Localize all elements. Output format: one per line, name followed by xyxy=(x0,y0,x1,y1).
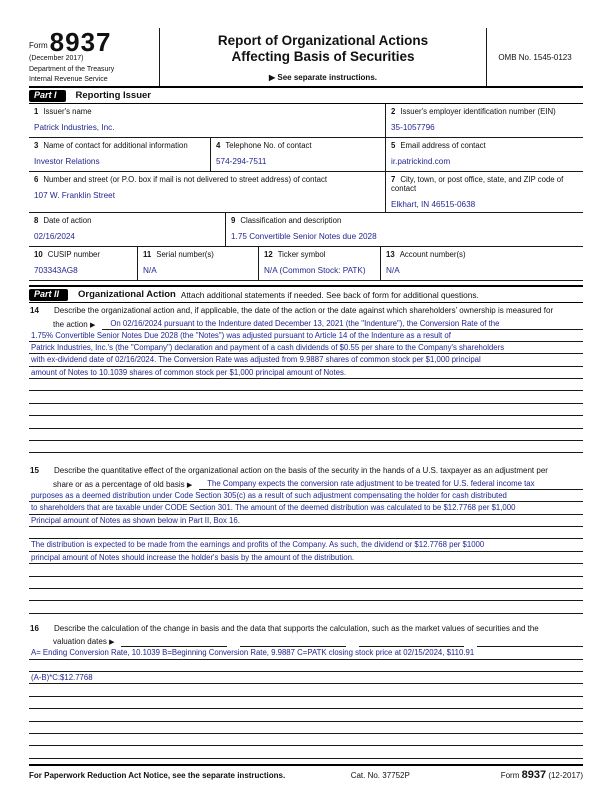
field-12-num: 12 xyxy=(264,250,273,259)
field-serial-numbers xyxy=(137,247,258,280)
blank-rule-line xyxy=(29,684,583,696)
part1-bar xyxy=(29,86,583,104)
field-issuer-ein xyxy=(385,104,583,137)
q14-label-line1: Describe the organizational action and, if applicable, the date of the action or the date against which shareholders’ ownership is measured for xyxy=(54,306,554,315)
blank-rule-line xyxy=(29,746,583,758)
field-2-num: 2 xyxy=(391,107,396,116)
field-contact-street xyxy=(29,172,385,212)
form-header xyxy=(29,28,583,86)
blank-rule-line xyxy=(29,429,583,441)
field-1-num: 1 xyxy=(34,107,39,116)
field-8-label: Date of action xyxy=(43,216,92,225)
field-9-num: 9 xyxy=(231,216,236,225)
field-contact-city xyxy=(385,172,583,212)
q14-answer-line-4: with ex-dividend date of 02/16/2024. The Conversion Rate was adjusted from 9.9887 shares of common stock per $1,000 principal xyxy=(29,354,583,366)
form-number-block xyxy=(29,28,160,86)
q16-arrow-icon: ▶ xyxy=(109,639,115,647)
field-2-label: Issuer's employer identification number (EIN) xyxy=(400,107,556,116)
form-title-line-2: Affecting Basis of Securities xyxy=(231,49,415,64)
field-12-label: Ticker symbol xyxy=(277,250,326,259)
field-3-label: Name of contact for additional information xyxy=(43,141,188,150)
field-cusip xyxy=(29,247,137,280)
field-13-label: Account number(s) xyxy=(399,250,466,259)
part1-row-4 xyxy=(29,213,583,247)
blank-rule-line xyxy=(29,404,583,416)
q14-answer-line-2: 1.75% Convertible Senior Notes Due 2028 (the "Notes") was adjusted pursuant to Article 14 of the Indenture as a result of xyxy=(29,330,583,342)
field-9-label: Classification and description xyxy=(240,216,342,225)
blank-rule-line xyxy=(29,589,583,601)
underline-segment xyxy=(121,634,227,647)
q14-answer-line-1: On 02/16/2024 pursuant to the Indenture dated December 13, 2021 (the "Indenture"), the Conversion Rate of the xyxy=(102,319,583,330)
q15-answer-line-1: The Company expects the conversion rate adjustment to be treated for U.S. federal income tax xyxy=(199,479,583,490)
field-11-value: N/A xyxy=(143,266,157,275)
q15-label-line1: Describe the quantitative effect of the organizational action on the basis of the security in the hands of a U.S. taxpayer as an adjustment per xyxy=(54,466,548,476)
field-6-label: Number and street (or P.O. box if mail is not delivered to street address) of contact xyxy=(43,175,328,184)
blank-rule-line xyxy=(29,601,583,613)
field-4-num: 4 xyxy=(216,141,221,150)
field-contact-name xyxy=(29,138,210,171)
field-4-label: Telephone No. of contact xyxy=(225,141,312,150)
part2-badge: Part II xyxy=(29,289,68,301)
field-1-label: Issuer's name xyxy=(43,107,92,116)
agency-line-2: Internal Revenue Service xyxy=(29,76,108,83)
footer-form-number: 8937 xyxy=(521,768,547,781)
field-10-value: 703343AG8 xyxy=(34,266,78,275)
blank-rule-line xyxy=(29,564,583,576)
part1-title: Reporting Issuer xyxy=(75,90,152,101)
form-title-line-1: Report of Organizational Actions xyxy=(217,33,429,48)
field-classification xyxy=(225,213,583,246)
q16-label-line2: valuation dates xyxy=(53,637,107,647)
blank-rule-line xyxy=(29,734,583,746)
field-10-label: CUSIP number xyxy=(47,250,100,259)
form-footer xyxy=(29,764,583,781)
q15-answer-line-3: to shareholders that are taxable under CODE Section 301. The amount of the deemed distribution was calculated to be $12.7768 per $1,000 xyxy=(29,502,583,514)
omb-number-box: OMB No. 1545-0123 xyxy=(486,28,583,86)
part1-row-2 xyxy=(29,138,583,172)
part1-badge: Part I xyxy=(29,90,66,102)
field-5-value: ir.patrickind.com xyxy=(391,157,451,166)
blank-rule-line xyxy=(29,577,583,589)
agency-line-1: Department of the Treasury xyxy=(29,65,115,73)
q14-number: 14 xyxy=(30,306,39,315)
part1-row-1 xyxy=(29,104,583,138)
part2-bar xyxy=(29,285,583,303)
field-10-num: 10 xyxy=(34,250,43,259)
blank-rule-line xyxy=(29,416,583,428)
footer-form-id xyxy=(501,769,583,781)
underline-segment xyxy=(240,634,346,647)
field-account-numbers xyxy=(380,247,583,280)
q16-label-line1: Describe the calculation of the change in basis and the data that supports the calculation, such as the market values of securities and the xyxy=(54,623,539,633)
q15-answer-line-5: The distribution is expected to be made from the earnings and profits of the Company. As such, the dividend or $12.7768 per $1000 xyxy=(29,539,583,551)
q14-arrow-icon: ▶ xyxy=(89,321,96,329)
question-15 xyxy=(29,465,583,613)
field-8-num: 8 xyxy=(34,216,39,225)
field-11-num: 11 xyxy=(143,250,152,259)
blank-rule-line xyxy=(29,709,583,721)
q16-number: 16 xyxy=(30,623,39,633)
form-number-line xyxy=(29,27,159,57)
question-14 xyxy=(29,305,583,453)
q16-answer-line-2: (A-B)*C:$12.7768 xyxy=(29,672,583,684)
part2-title: Organizational Action xyxy=(78,289,176,300)
part1-row-5 xyxy=(29,247,583,281)
q14-answer-line-5: amount of Notes to 10.1039 shares of common stock per $1,000 principal amount of Notes. xyxy=(29,367,583,379)
field-8-value: 02/16/2024 xyxy=(34,232,75,241)
form-revision: (December 2017) xyxy=(29,55,84,62)
field-4-value: 574-294-7511 xyxy=(216,157,267,166)
form-number: 8937 xyxy=(49,27,112,57)
blank-rule-line xyxy=(29,697,583,709)
q14-label-line2: the action xyxy=(53,319,88,329)
question-16 xyxy=(29,623,583,759)
field-5-label: Email address of contact xyxy=(400,141,486,150)
form-word: Form xyxy=(29,41,48,50)
field-6-value: 107 W. Franklin Street xyxy=(34,191,115,200)
q16-answer-line-1: A= Ending Conversion Rate, 10.1039 B=Beginning Conversion Rate, 9.9887 C=PATK closing stock price at 02/15/2024, $110.91 xyxy=(29,647,583,659)
field-13-num: 13 xyxy=(386,250,395,259)
part1-row-3 xyxy=(29,172,583,213)
field-5-num: 5 xyxy=(391,141,396,150)
field-ticker-symbol xyxy=(258,247,380,280)
field-issuer-name xyxy=(29,104,385,137)
blank-rule-line xyxy=(29,441,583,453)
field-date-of-action xyxy=(29,213,225,246)
q14-answer-line-3: Patrick Industries, Inc.'s (the "Company") declaration and payment of a cash dividends of $0.55 per share to the Company's shareholders xyxy=(29,342,583,354)
underline-segment xyxy=(477,634,583,647)
q15-number: 15 xyxy=(30,466,39,476)
blank-rule-line xyxy=(29,391,583,403)
q15-answer-line-6: principal amount of Notes should increase the holder's basis by the amount of the distribution. xyxy=(29,552,583,564)
field-7-value: Elkhart, IN 46515-0638 xyxy=(391,200,476,209)
part2-subtitle: Attach additional statements if needed. See back of form for additional questions. xyxy=(180,289,479,300)
blank-rule-line xyxy=(29,379,583,391)
blank-rule-line xyxy=(29,527,583,539)
footer-form-word: Form xyxy=(500,770,520,780)
field-3-num: 3 xyxy=(34,141,39,150)
footer-form-revision: (12-2017) xyxy=(548,770,583,780)
underline-segment xyxy=(359,634,465,647)
field-12-value: N/A (Common Stock: PATK) xyxy=(264,266,366,275)
field-11-label: Serial number(s) xyxy=(156,250,214,259)
q16-underline-segments xyxy=(121,634,583,647)
field-7-num: 7 xyxy=(391,175,396,184)
q15-answer-line-4: Principal amount of Notes as shown below in Part II, Box 16. xyxy=(29,515,583,527)
field-6-num: 6 xyxy=(34,175,39,184)
field-3-value: Investor Relations xyxy=(34,157,100,166)
q15-answer-line-2: purposes as a deemed distribution under Code Section 305(c) as a result of such adjustment compensating the holder for cash distributed xyxy=(29,490,583,502)
field-2-value: 35-1057796 xyxy=(391,123,435,132)
field-1-value: Patrick Industries, Inc. xyxy=(34,123,115,132)
catalog-number: Cat. No. 37752P xyxy=(350,770,410,780)
q15-label-line2: share or as a percentage of old basis xyxy=(53,479,185,489)
field-contact-phone xyxy=(210,138,385,171)
see-instructions-note: ▶ See separate instructions. xyxy=(269,73,377,82)
field-7-label: City, town, or post office, state, and ZIP code of contact xyxy=(391,175,564,193)
field-13-value: N/A xyxy=(386,266,400,275)
paperwork-notice: For Paperwork Reduction Act Notice, see the separate instructions. xyxy=(29,770,286,780)
field-contact-email xyxy=(385,138,583,171)
blank-rule-line xyxy=(29,660,583,672)
blank-rule-line xyxy=(29,722,583,734)
q15-arrow-icon: ▶ xyxy=(186,481,193,489)
field-9-value: 1.75 Convertible Senior Notes due 2028 xyxy=(231,232,377,241)
form-title-block xyxy=(160,28,486,86)
